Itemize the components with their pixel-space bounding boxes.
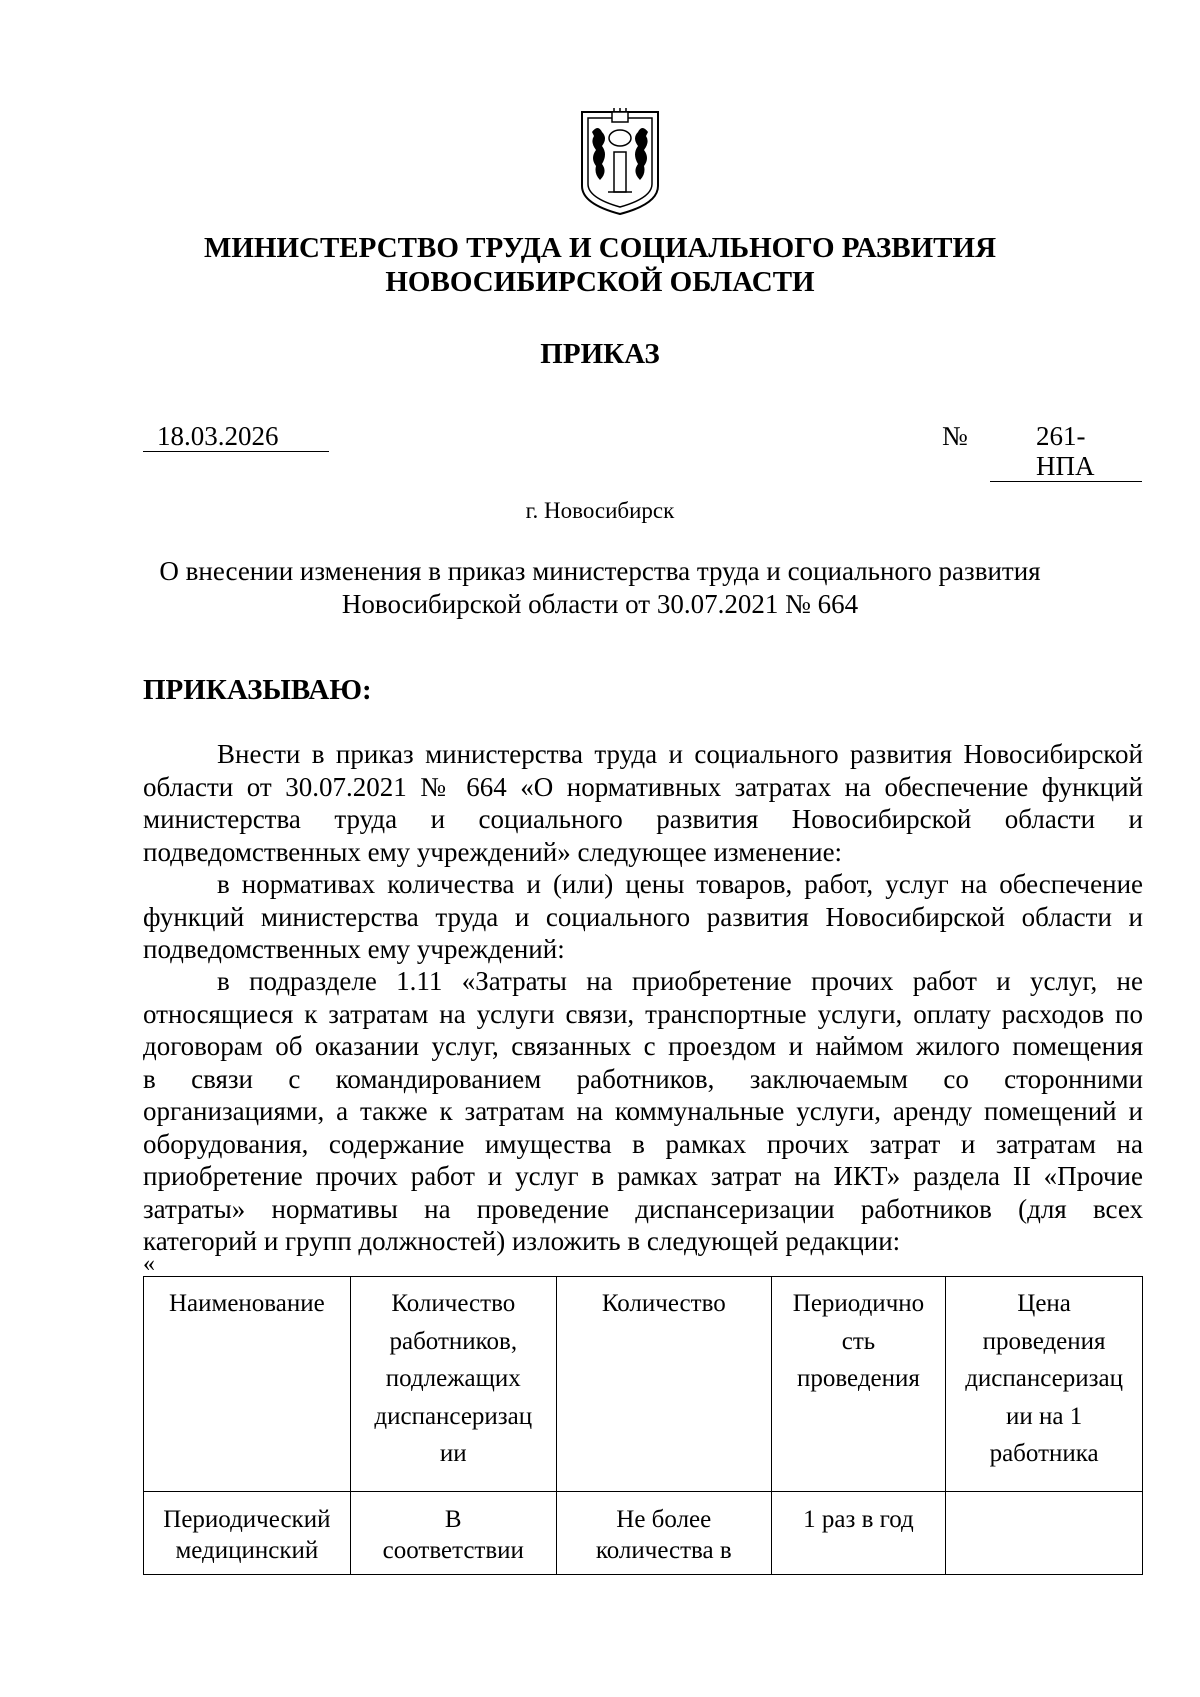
cell-line: работников, <box>389 1327 518 1355</box>
cell-line: медицинский <box>175 1537 319 1564</box>
order-word: ПРИКАЗЫВАЮ: <box>143 674 372 706</box>
document-date: 18.03.2026 <box>143 421 329 452</box>
paragraph-line: в связи с командированием работников, заключаемым со сторонними <box>143 1063 1143 1094</box>
cell-line: Количество <box>601 1290 726 1317</box>
cell-line: Периодично <box>792 1290 925 1317</box>
cell-line: Количество <box>391 1290 516 1317</box>
cell-line: подлежащих <box>385 1365 521 1392</box>
cell-line: Цена <box>1017 1290 1071 1317</box>
norms-table <box>143 1276 1143 1575</box>
document-number: 261-НПА <box>990 421 1142 482</box>
header-employee-count <box>350 1277 556 1492</box>
paragraph-1 <box>143 738 1143 868</box>
subject-line1: О внесении изменения в приказ министерства труда и социального развития <box>159 556 1041 586</box>
cell-line: количества в <box>595 1537 732 1564</box>
paragraph-line: области от 30.07.2021 № 664 «О нормативных затратах на обеспечение функций <box>143 771 1143 802</box>
paragraph-line: министерства труда и социального развития Новосибирской области и <box>143 804 1143 834</box>
cell-line: 1 раз в год <box>803 1506 914 1533</box>
cell-line: соответствии <box>382 1537 524 1564</box>
subject-line2: Новосибирской области от 30.07.2021 № 664 <box>341 589 859 619</box>
quote-mark: « <box>143 1251 155 1277</box>
header-name <box>144 1277 351 1492</box>
paragraph-line: организациями, а также к затратам на коммунальные услуги, аренду помещений и <box>143 1096 1143 1126</box>
cell-line: Наименование <box>168 1290 325 1317</box>
paragraph-line: подведомственных ему учреждений» следующее изменение: <box>143 836 843 867</box>
cell-line: ии на 1 <box>1005 1402 1083 1430</box>
cell-quantity <box>556 1492 771 1575</box>
paragraph-line: Внести в приказ министерства труда и социального развития Новосибирской <box>217 739 1143 769</box>
paragraph-line: функций министерства труда и социального развития Новосибирской области и <box>143 901 1143 932</box>
cell-line: диспансеризац <box>374 1402 533 1430</box>
cell-name <box>144 1492 351 1575</box>
paragraph-line: в нормативах количества и (или) цены товаров, работ, услуг на обеспечение <box>217 869 1143 899</box>
city: г. Новосибирск <box>525 498 675 523</box>
paragraph-line: затраты» нормативы на проведение диспансеризации работников (для всех <box>143 1193 1143 1224</box>
cell-line: В <box>444 1506 462 1533</box>
cell-line: ии <box>439 1440 467 1467</box>
ministry-name-line1: МИНИСТЕРСТВО ТРУДА И СОЦИАЛЬНОГО РАЗВИТИЯ <box>203 232 997 264</box>
paragraph-line: оборудования, содержание имущества в рамках прочих затрат и затратам на <box>143 1128 1143 1159</box>
novosibirsk-coat-of-arms-icon <box>578 108 662 218</box>
ministry-name-line2: НОВОСИБИРСКОЙ ОБЛАСТИ <box>385 266 815 298</box>
paragraph-line: категорий и групп должностей) изложить в следующей редакции: <box>143 1226 901 1256</box>
header-periodicity <box>771 1277 945 1492</box>
cell-line: проведения <box>797 1365 920 1392</box>
paragraph-line: подведомственных ему учреждений: <box>143 934 565 964</box>
paragraph-line: приобретение прочих работ и услуг в рамках затрат на ИКТ» раздела II «Прочие <box>143 1161 1143 1191</box>
header-price <box>946 1277 1143 1492</box>
cell-line: Не более <box>616 1506 712 1533</box>
table-row <box>144 1492 1143 1575</box>
paragraph-line: относящиеся к затратам на услуги связи, транспортные услуги, оплату расходов по <box>143 998 1143 1029</box>
cell-line: Периодический <box>163 1506 331 1533</box>
cell-line: сть <box>841 1327 876 1355</box>
paragraph-3 <box>143 965 1143 1258</box>
paragraph-line: договорам об оказании услуг, связанных с проездом и наймом жилого помещения <box>143 1031 1143 1061</box>
number-label: № <box>942 421 968 451</box>
cell-price <box>946 1492 1143 1575</box>
cell-periodicity <box>771 1492 945 1575</box>
document-type: ПРИКАЗ <box>540 338 660 370</box>
cell-line: проведения <box>982 1327 1106 1355</box>
header-quantity <box>556 1277 771 1492</box>
cell-line: работника <box>989 1440 1099 1467</box>
paragraph-2 <box>143 868 1143 966</box>
cell-line: диспансеризац <box>965 1365 1123 1392</box>
paragraph-line: в подразделе 1.11 «Затраты на приобретение прочих работ и услуг, не <box>217 966 1143 996</box>
table-header-row <box>144 1277 1143 1492</box>
cell-employee-count <box>350 1492 556 1575</box>
